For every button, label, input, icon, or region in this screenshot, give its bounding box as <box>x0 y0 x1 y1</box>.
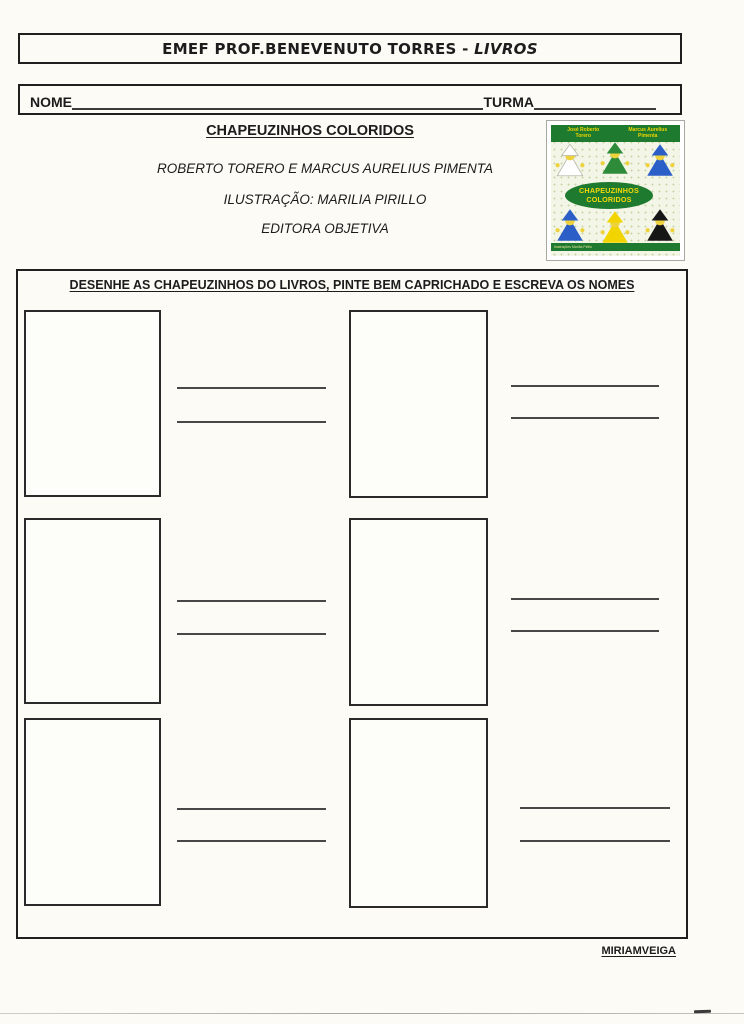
cover-figure-blue-bottom <box>555 209 585 244</box>
cover-figure-white <box>555 144 585 179</box>
name-line <box>520 807 670 809</box>
book-publisher: EDITORA OBJETIVA <box>261 221 389 236</box>
name-label: NOME <box>30 94 72 110</box>
cover-author-band <box>551 125 680 142</box>
name-line <box>177 387 326 389</box>
cover-author-left: José Roberto Torero <box>567 127 600 140</box>
activity-instruction: DESENHE AS CHAPEUZINHOS DO LIVROS, PINTE BEM CAPRICHADO E ESCREVA OS NOMES <box>69 278 635 292</box>
name-turma-row <box>18 84 682 115</box>
scan-mark <box>694 1010 711 1014</box>
name-line <box>511 630 659 632</box>
activity-box <box>16 269 688 939</box>
book-cover <box>546 120 685 261</box>
page-title <box>162 40 538 58</box>
cover-figure-green <box>600 142 630 177</box>
name-line <box>177 600 326 602</box>
book-authors: ROBERTO TORERO E MARCUS AURELIUS PIMENTA <box>156 161 494 176</box>
cover-figure-black <box>645 209 675 244</box>
scan-edge-line <box>0 1013 744 1014</box>
cover-author-right: Marcus Aurelius Pimenta <box>628 127 668 140</box>
header-subject-text: LIVROS <box>474 39 538 58</box>
book-title: CHAPEUZINHOS COLORIDOS <box>206 123 414 139</box>
drawing-box <box>349 718 488 908</box>
drawing-box <box>24 310 161 497</box>
drawing-box <box>349 518 488 706</box>
school-name-text: EMEF PROF.BENEVENUTO TORRES - <box>162 39 475 58</box>
name-line <box>177 421 326 423</box>
name-line <box>511 417 659 419</box>
cover-title-oval: CHAPEUZINHOS COLORIDOS <box>565 182 653 209</box>
name-line <box>520 840 670 842</box>
header-box <box>18 33 682 64</box>
cover-footer-text: Ilustrações Marília Pirillo <box>551 243 680 251</box>
credit-signature: MIRIAMVEIGA <box>601 945 676 957</box>
book-illustrator: ILUSTRAÇÃO: MARILIA PIRILLO <box>223 192 427 207</box>
book-cover-art <box>551 125 680 256</box>
drawing-box <box>24 718 161 906</box>
drawing-box <box>24 518 161 704</box>
name-line <box>511 385 659 387</box>
name-line <box>177 808 326 810</box>
name-line <box>511 598 659 600</box>
drawing-box <box>349 310 488 498</box>
name-blank-line <box>72 94 483 110</box>
name-line <box>177 633 326 635</box>
cover-figure-yellow <box>600 211 630 246</box>
class-blank-line <box>534 94 656 110</box>
name-line <box>177 840 326 842</box>
class-label: TURMA <box>483 94 534 110</box>
cover-figure-blue-top <box>645 144 675 179</box>
